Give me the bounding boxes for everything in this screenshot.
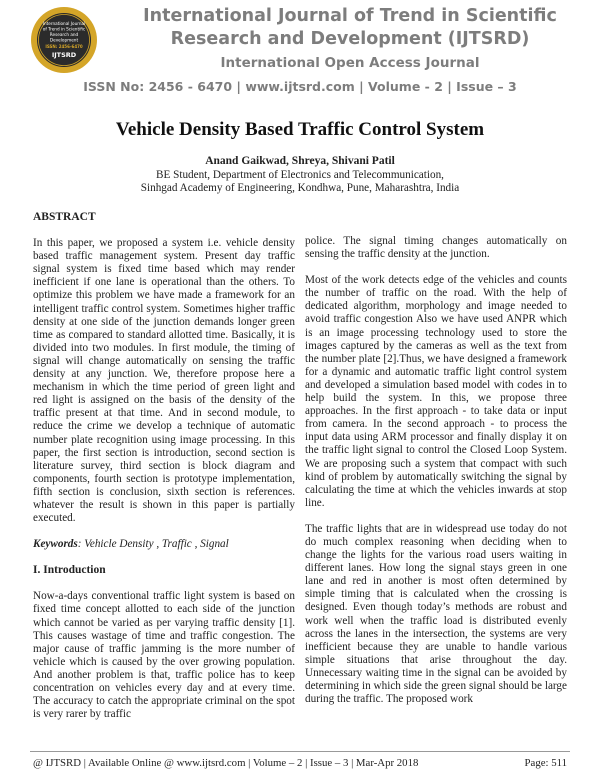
left-column: [33, 211, 295, 721]
right-para-3: The traffic lights that are in widespread use today do not do much complex reasoning when deciding when to change the lights for the various road users waiting in different lanes. How long the signal stays green in one lane and red in another is most often determined by simple timing that is calculated when the crossing is designed. Even though today’s methods are robust and work well when the traffic load is distributed evenly across the lanes in the intersection, the systems are very inefficient because they are unable to handle various simple situations that arise throughout the day. Unnecessary waiting time in the signal can be avoided by determining in which side the green signal should be large during the traffic. The proposed work: [305, 522, 567, 706]
keywords-label: Keywords: [33, 538, 78, 551]
logo-text-1: International Journal: [42, 21, 86, 26]
page-number: Page: 511: [524, 757, 567, 769]
abstract-heading: ABSTRACT: [33, 211, 96, 223]
keywords-text: : Vehicle Density , Traffic , Signal: [77, 538, 229, 551]
affiliation-line2: Sinhgad Academy of Engineering, Kondhwa, Pune, Maharashtra, India: [140, 182, 460, 194]
logo-text-3: Research and: [49, 32, 79, 37]
journal-header: [0, 0, 600, 106]
logo-brand: IJTSRD: [51, 51, 77, 59]
intro-heading: I. Introduction: [33, 564, 106, 577]
right-para-2: Most of the work detects edge of the vehicles and counts the number of traffic on the road. With the help of dedicated algorithm, morphology and image needed to avoid traffic congestion Also we have used ANPR which is an image processing technology used to store the images captured by the cameras as well as the text from the number plate [2].Thus, we have designed a framework for a dynamic and automatic traffic light control system and developed a simulation based model with codes in to help build the system. In this, we propose three approaches. In the first approach - to take data or input from camera. In the second approach - to process the input data using ARM processor and finally display it on the traffic light signal to control the Closed Loop System. We are proposing such a system that compact with such kind of problem by automatically switching the signal by calculating the time at which the vehicles inwards at stop line.: [305, 274, 567, 509]
footer-divider: [30, 751, 570, 752]
affiliation-line1: BE Student, Department of Electronics and Telecommunication,: [156, 169, 444, 181]
logo-text-4: Development: [49, 37, 79, 43]
journal-subtitle: International Open Access Journal: [220, 55, 480, 71]
journal-title-line1: International Journal of Trend in Scientific: [143, 6, 557, 26]
right-column: [305, 235, 567, 706]
keywords: [33, 538, 295, 551]
journal-logo: [30, 6, 98, 74]
journal-title-line2: Research and Development (IJTSRD): [170, 29, 530, 49]
intro-text: Now-a-days conventional traffic light system is based on fixed time concept allotted to each side of the junction which cannot be varied as per varying traffic density [1]. This causes wastage of time and traffic congestion. The major cause of traffic jamming is the more number of vehicle which is caused by the over growing population. And another problem is that, traffic police has to keep concentration on vehicles every day and at every time. The accuracy to catch the appropriate criminal on the spot is very rarer by traffic: [33, 590, 295, 721]
paper-title: Vehicle Density Based Traffic Control System: [115, 119, 485, 140]
abstract-text: In this paper, we proposed a system i.e. vehicle density based traffic management system. Present day traffic signal system is fixed time based which may render inefficient if one lane is operational than the others. To optimize this problem we have made a framework for an intelligent traffic control system. Sometimes higher traffic density at one side of the junction demands longer green time as compared to standard allotted time. Basically, it is divided into two modules. In first module, the timing of signal will change automatically on sensing the traffic density at any junction. We, therefore propose here a mechanism in which the time period of green light and red light is assigned on the basis of the density of the traffic present at that time. And in second module, to reduce the crime we develop a technique of automatic number plate recognition using image processing. In this paper, the first section is introduction, second section is literature survey, third section is block diagram and components, fourth section is prototype implementation, fifth section is conclusion, sixth section is references. whatever the result is shown in this paper is partially executed.: [33, 237, 295, 525]
logo-issn: ISSN: 2456-6470: [45, 44, 83, 49]
footer-citation: @ IJTSRD | Available Online @ www.ijtsrd.com | Volume – 2 | Issue – 3 | Mar-Apr 2018: [33, 757, 419, 769]
logo-text-2: of Trend in Scientific: [42, 26, 86, 32]
paper-authors: Anand Gaikwad, Shreya, Shivani Patil: [205, 155, 395, 167]
journal-info: ISSN No: 2456 - 6470 | www.ijtsrd.com | Volume - 2 | Issue – 3: [83, 79, 517, 94]
right-para-1: police. The signal timing changes automatically on sensing the traffic density at the junction.: [305, 235, 567, 261]
